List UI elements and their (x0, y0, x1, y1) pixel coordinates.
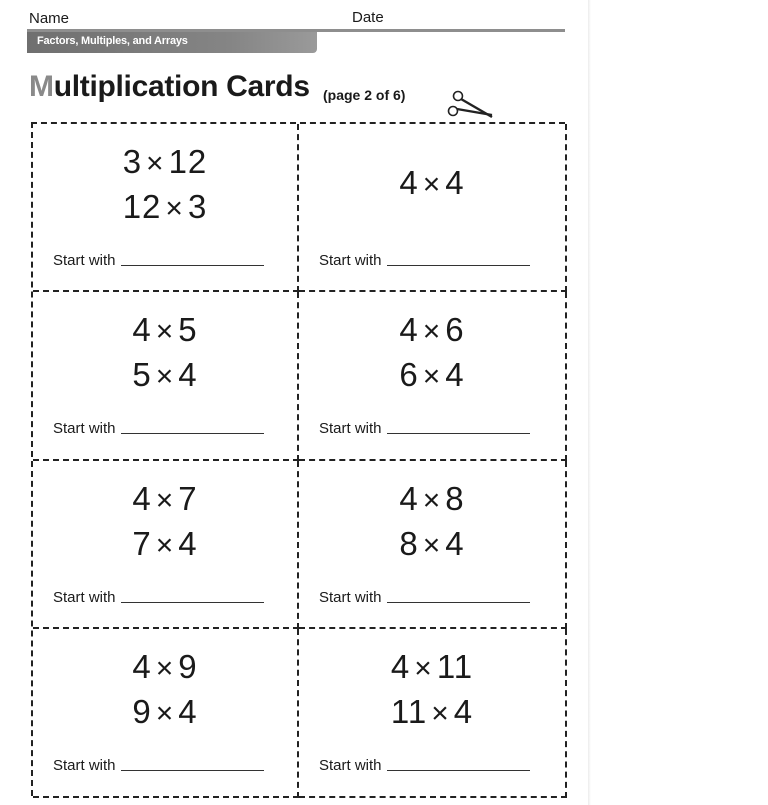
multiplication-card-7 (33, 629, 299, 798)
page-number: (page 2 of 6) (323, 87, 406, 103)
start-with-blank[interactable] (387, 265, 530, 266)
multiplication-card-3 (33, 292, 299, 461)
start-with-label: Start with (53, 589, 116, 606)
times-icon: × (422, 484, 442, 517)
card-2-start (319, 252, 530, 269)
times-icon: × (155, 315, 175, 348)
card-4-fact-2: 6 × 4 (399, 356, 465, 393)
start-with-label: Start with (319, 252, 382, 269)
times-icon: × (165, 192, 184, 225)
times-icon: × (155, 652, 175, 685)
card-8-fact-1: 4 × 11 (390, 648, 474, 685)
times-icon: × (146, 147, 165, 180)
start-with-label: Start with (53, 420, 116, 437)
multiplication-card-5 (33, 461, 299, 629)
start-with-blank[interactable] (387, 602, 530, 603)
card-1-start (53, 252, 264, 269)
card-3-fact-2: 5 × 4 (132, 356, 198, 393)
times-icon: × (422, 168, 442, 201)
card-7-start (53, 757, 264, 774)
multiplication-card-6 (299, 461, 567, 629)
page-title (29, 70, 310, 104)
times-icon: × (155, 360, 175, 393)
card-7-fact-1: 4 × 9 (132, 648, 198, 685)
unit-banner-text: Factors, Multiples, and Arrays (37, 35, 188, 47)
page-edge (588, 0, 591, 805)
times-icon: × (422, 360, 442, 393)
multiplication-card-4 (299, 292, 567, 461)
card-1-fact-2: 12 × 3 (122, 188, 208, 225)
start-with-label: Start with (319, 420, 382, 437)
card-7-fact-2: 9 × 4 (132, 693, 198, 730)
page-title-rest: ultiplication Cards (53, 70, 310, 103)
start-with-blank[interactable] (121, 433, 264, 434)
card-6-fact-1: 4 × 8 (399, 480, 465, 517)
multiplication-card-2 (299, 124, 567, 292)
multiplication-card-8 (299, 629, 567, 798)
card-5-fact-2: 7 × 4 (132, 525, 198, 562)
times-icon: × (155, 484, 175, 517)
card-4-start (319, 420, 530, 437)
card-2-fact-1: 4 × 4 (399, 164, 465, 201)
multiplication-card-1 (33, 124, 299, 292)
times-icon: × (414, 652, 433, 685)
card-6-start (319, 589, 530, 606)
start-with-blank[interactable] (121, 265, 264, 266)
times-icon: × (155, 697, 175, 730)
card-3-start (53, 420, 264, 437)
card-4-fact-1: 4 × 6 (399, 311, 465, 348)
card-5-start (53, 589, 264, 606)
card-1-fact-1: 3 × 12 (122, 143, 208, 180)
card-grid (31, 122, 565, 796)
start-with-label: Start with (53, 757, 116, 774)
name-label: Name (29, 10, 70, 27)
start-with-label: Start with (53, 252, 116, 269)
unit-banner (27, 32, 317, 53)
card-3-fact-1: 4 × 5 (132, 311, 198, 348)
start-with-blank[interactable] (121, 602, 264, 603)
times-icon: × (422, 315, 442, 348)
card-5-fact-1: 4 × 7 (132, 480, 198, 517)
times-icon: × (422, 529, 442, 562)
start-with-blank[interactable] (121, 770, 264, 771)
card-8-fact-2: 11 × 4 (390, 693, 474, 730)
times-icon: × (155, 529, 175, 562)
card-8-start (319, 757, 530, 774)
start-with-blank[interactable] (387, 770, 530, 771)
page-title-initial: M (29, 70, 54, 103)
times-icon: × (431, 697, 450, 730)
start-with-label: Start with (319, 757, 382, 774)
scissors-icon (444, 90, 494, 120)
start-with-label: Start with (319, 589, 382, 606)
card-6-fact-2: 8 × 4 (399, 525, 465, 562)
start-with-blank[interactable] (387, 433, 530, 434)
date-label: Date (352, 9, 384, 26)
